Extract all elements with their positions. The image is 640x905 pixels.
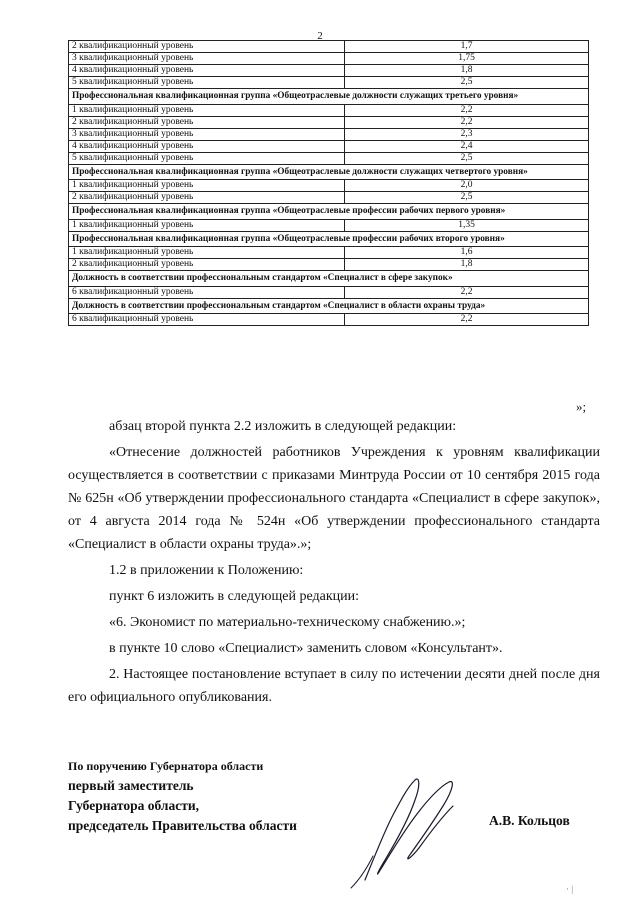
table-row <box>69 65 589 77</box>
table-row <box>69 180 589 192</box>
group-title: Должность в соответствии профессиональным стандартом «Специалист в сфере закупок» <box>69 271 589 287</box>
coefficient-value: 2,2 <box>345 104 589 116</box>
signature-line: По поручению Губернатора области <box>68 759 264 773</box>
table-row <box>69 152 589 164</box>
level-label: 6 квалификационный уровень <box>69 314 345 326</box>
level-label: 1 квалификационный уровень <box>69 104 345 116</box>
level-label: 4 квалификационный уровень <box>69 140 345 152</box>
coefficient-value: 1,8 <box>345 259 589 271</box>
table-row <box>69 77 589 89</box>
level-label: 2 квалификационный уровень <box>69 192 345 204</box>
level-label: 2 квалификационный уровень <box>69 41 345 53</box>
scan-mark: · | <box>566 884 574 894</box>
table-group-row <box>69 89 589 105</box>
level-label: 1 квалификационный уровень <box>69 180 345 192</box>
level-label: 2 квалификационный уровень <box>69 116 345 128</box>
body-text <box>68 415 600 709</box>
table-group-row <box>69 231 589 247</box>
group-title: Профессиональная квалификационная группа «Общеотраслевые профессии рабочих первого уровня» <box>69 204 589 220</box>
coefficient-value: 2,3 <box>345 128 589 140</box>
table-row <box>69 53 589 65</box>
group-title: Должность в соответствии профессиональным стандартом «Специалист в области охраны труда» <box>69 298 589 314</box>
coefficient-value: 2,2 <box>345 314 589 326</box>
table-group-row <box>69 298 589 314</box>
level-label: 1 квалификационный уровень <box>69 219 345 231</box>
page-number: 2 <box>317 30 323 42</box>
level-label: 3 квалификационный уровень <box>69 53 345 65</box>
paragraph: 1.2 в приложении к Положению: <box>109 563 304 578</box>
paragraph: 2. Настоящее постановление вступает в силу по истечении десяти дней после дня его официального опубликования. <box>68 667 600 705</box>
paragraph: абзац второй пункта 2.2 изложить в следующей редакции: <box>109 419 457 434</box>
qualification-coefficient-table <box>68 40 589 326</box>
level-label: 1 квалификационный уровень <box>69 247 345 259</box>
table-row <box>69 219 589 231</box>
table-group-row <box>69 164 589 180</box>
level-label: 5 квалификационный уровень <box>69 152 345 164</box>
coefficient-value: 1,35 <box>345 219 589 231</box>
level-label: 4 квалификационный уровень <box>69 65 345 77</box>
table-row <box>69 41 589 53</box>
table-row <box>69 104 589 116</box>
coefficient-value: 2,2 <box>345 286 589 298</box>
coefficient-value: 2,0 <box>345 180 589 192</box>
handwritten-signature <box>345 760 475 890</box>
signature-line: председатель Правительства области <box>68 818 297 833</box>
coefficient-value: 1,6 <box>345 247 589 259</box>
closing-quote: »; <box>576 399 587 414</box>
coefficient-value: 2,2 <box>345 116 589 128</box>
group-title: Профессиональная квалификационная группа «Общеотраслевые должности служащих четвертого уровня» <box>69 164 589 180</box>
coefficient-value: 2,5 <box>345 152 589 164</box>
level-label: 6 квалификационный уровень <box>69 286 345 298</box>
signature-line: первый заместитель <box>68 778 194 793</box>
level-label: 2 квалификационный уровень <box>69 259 345 271</box>
table-row <box>69 314 589 326</box>
group-title: Профессиональная квалификационная группа «Общеотраслевые профессии рабочих второго уровня» <box>69 231 589 247</box>
paragraph: в пункте 10 слово «Специалист» заменить словом «Консультант». <box>109 641 503 656</box>
table-row <box>69 140 589 152</box>
table-row <box>69 116 589 128</box>
table-group-row <box>69 271 589 287</box>
coefficient-value: 1,75 <box>345 53 589 65</box>
table-group-row <box>69 204 589 220</box>
coefficient-value: 1,7 <box>345 41 589 53</box>
level-label: 3 квалификационный уровень <box>69 128 345 140</box>
coefficient-value: 2,4 <box>345 140 589 152</box>
group-title: Профессиональная квалификационная группа «Общеотраслевые должности служащих третьего уровня» <box>69 89 589 105</box>
table-row <box>69 128 589 140</box>
level-label: 5 квалификационный уровень <box>69 77 345 89</box>
paragraph: «Отнесение должностей работников Учреждения к уровням квалификации осуществляется в соответствии с приказами Минтруда России от 10 сентября 2015 года № 625н «Об утверждении профессионального стандарта «Специалист в сфере закупок», от 4 августа 2014 года № 524н «Об утверждении профессионального стандарта «Специалист в области охраны труда».»; <box>68 445 600 552</box>
table-row <box>69 247 589 259</box>
table-row <box>69 286 589 298</box>
coefficient-value: 2,5 <box>345 192 589 204</box>
signature-line: Губернатора области, <box>68 798 199 813</box>
paragraph: «6. Экономист по материально-техническому снабжению.»; <box>109 615 466 630</box>
table-row <box>69 192 589 204</box>
paragraph: пункт 6 изложить в следующей редакции: <box>109 589 359 604</box>
table-row <box>69 259 589 271</box>
signer-name: А.В. Кольцов <box>489 813 570 828</box>
coefficient-value: 2,5 <box>345 77 589 89</box>
signature-block <box>68 756 368 836</box>
coefficient-value: 1,8 <box>345 65 589 77</box>
